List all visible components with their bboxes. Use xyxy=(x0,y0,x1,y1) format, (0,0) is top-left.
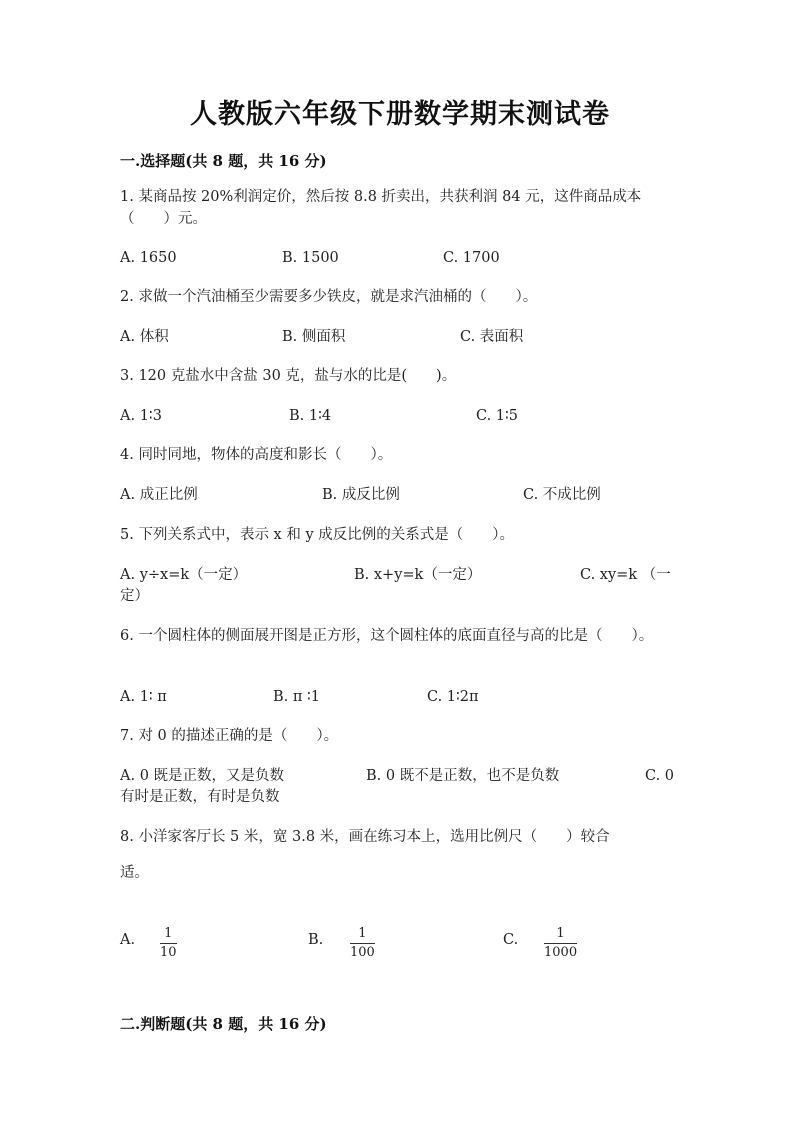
fraction-bar xyxy=(350,943,375,944)
fraction-denominator: 100 xyxy=(350,945,375,960)
fraction-bar xyxy=(544,943,577,944)
question-8-continued: 适。 xyxy=(120,865,149,881)
question-1-option-b[interactable]: B. 1500 xyxy=(282,250,339,266)
fraction-bar xyxy=(160,943,177,944)
question-1-option-c[interactable]: C. 1700 xyxy=(443,250,500,266)
question-8-option-a-label[interactable]: A. xyxy=(120,932,136,948)
question-5-option-c[interactable]: C. xy=k （一 xyxy=(580,567,671,583)
question-8-option-c-label[interactable]: C. xyxy=(503,932,519,948)
question-4-option-a[interactable]: A. 成正比例 xyxy=(120,487,198,503)
question-7-option-a[interactable]: A. 0 既是正数，又是负数 xyxy=(120,768,285,784)
fraction-numerator: 1 xyxy=(556,926,565,941)
question-1-option-a[interactable]: A. 1650 xyxy=(120,250,177,266)
question-6-option-c[interactable]: C. 1∶2π xyxy=(427,689,479,705)
question-6: 6. 一个圆柱体的侧面展开图是正方形，这个圆柱体的底面直径与高的比是（ ）。 xyxy=(120,628,654,644)
fraction-denominator: 1000 xyxy=(544,945,578,960)
question-4-option-b[interactable]: B. 成反比例 xyxy=(322,487,400,503)
section-heading-true-false: 二.判断题(共 8 题，共 16 分) xyxy=(120,1015,327,1033)
question-7: 7. 对 0 的描述正确的是（ ）。 xyxy=(120,728,339,744)
question-8-option-a-fraction xyxy=(160,926,177,961)
question-8-option-b-label[interactable]: B. xyxy=(308,932,324,948)
question-8-option-c-fraction xyxy=(544,926,577,961)
question-8-option-b-fraction xyxy=(350,926,375,961)
fraction-numerator: 1 xyxy=(358,926,367,941)
question-5-option-b[interactable]: B. x+y=k（一定） xyxy=(354,567,482,583)
question-4: 4. 同时同地，物体的高度和影长（ ）。 xyxy=(120,447,393,463)
question-5-option-a[interactable]: A. y÷x=k（一定） xyxy=(120,567,248,583)
question-3: 3. 120 克盐水中含盐 30 克，盐与水的比是( )。 xyxy=(120,368,457,384)
question-7-option-c[interactable]: C. 0 xyxy=(645,768,675,784)
question-3-option-a[interactable]: A. 1∶3 xyxy=(120,408,162,424)
section-heading-multiple-choice: 一.选择题(共 8 题，共 16 分) xyxy=(120,152,327,170)
question-2-option-b[interactable]: B. 侧面积 xyxy=(282,329,346,345)
question-2: 2. 求做一个汽油桶至少需要多少铁皮，就是求汽油桶的（ ）。 xyxy=(120,289,538,305)
question-6-option-b[interactable]: B. π ∶1 xyxy=(273,689,321,705)
question-6-option-a[interactable]: A. 1∶ π xyxy=(120,689,167,705)
question-3-option-b[interactable]: B. 1∶4 xyxy=(289,408,332,424)
question-5-option-c-continued: 定） xyxy=(120,588,149,604)
question-7-option-b[interactable]: B. 0 既不是正数，也不是负数 xyxy=(366,768,560,784)
question-2-option-a[interactable]: A. 体积 xyxy=(120,329,169,345)
question-7-option-c-continued: 有时是正数，有时是负数 xyxy=(120,789,280,805)
page-title: 人教版六年级下册数学期末测试卷 xyxy=(190,99,610,130)
question-4-option-c[interactable]: C. 不成比例 xyxy=(523,487,601,503)
fraction-numerator: 1 xyxy=(164,926,173,941)
question-8: 8. 小洋家客厅长 5 米，宽 3.8 米，画在练习本上，选用比例尺（ ）较合 xyxy=(120,829,610,845)
question-3-option-c[interactable]: C. 1∶5 xyxy=(476,408,519,424)
fraction-denominator: 10 xyxy=(160,945,177,960)
question-5: 5. 下列关系式中，表示 x 和 y 成反比例的关系式是（ ）。 xyxy=(120,527,514,543)
question-1: 1. 某商品按 20%利润定价，然后按 8.8 折卖出，共获利润 84 元，这件商品成本（ ）元。 xyxy=(120,189,642,227)
question-2-option-c[interactable]: C. 表面积 xyxy=(460,329,524,345)
